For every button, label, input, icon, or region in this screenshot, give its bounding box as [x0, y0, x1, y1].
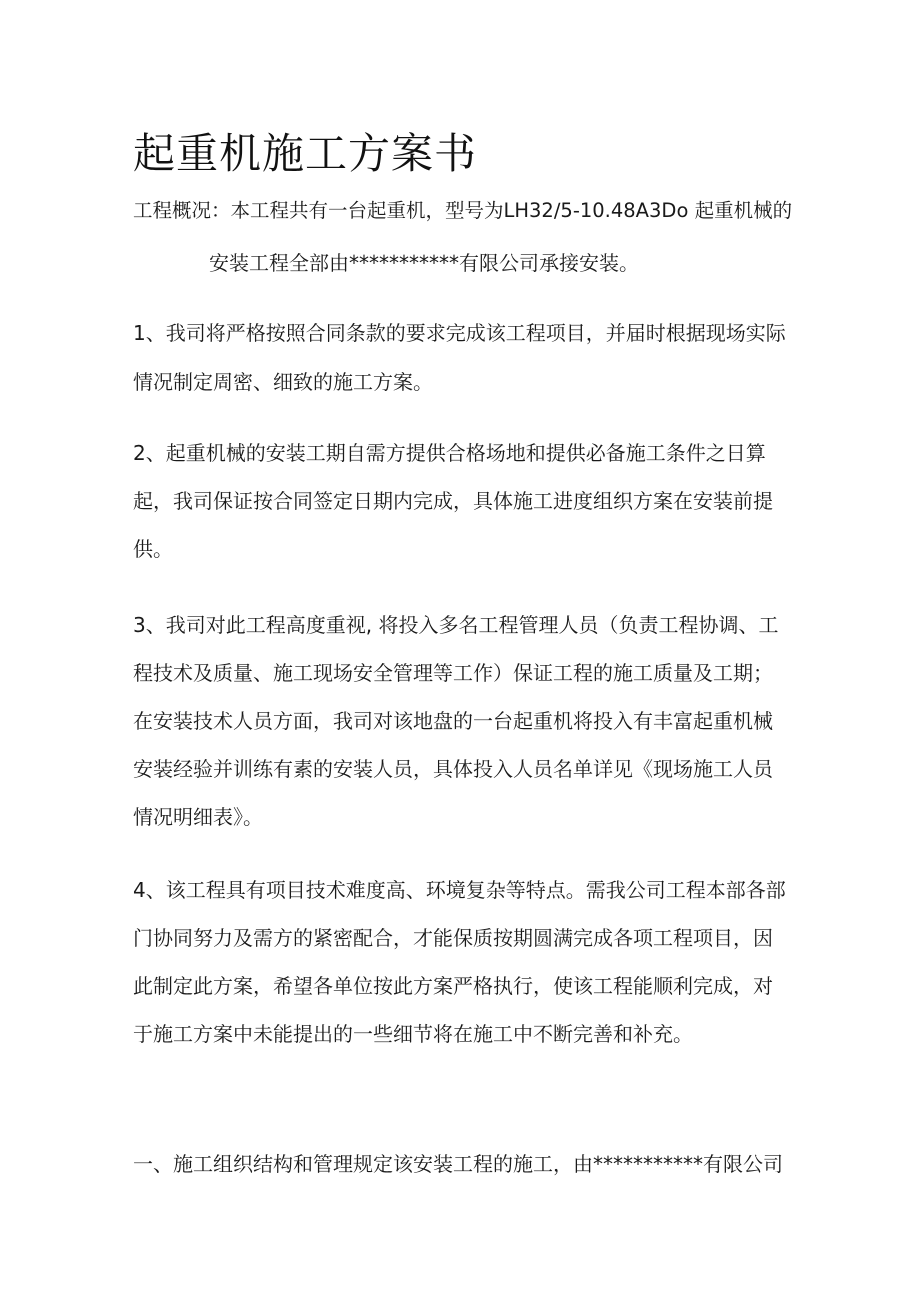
paragraph-3-line-4: 安装经验并训练有素的安装人员，具体投入人员名单详见《现场施工人员: [133, 757, 773, 781]
overview-line-1: 工程概况：本工程共有一台起重机，型号为LH32∕5-10.48A3Do 起重机械的: [133, 199, 793, 222]
overview-line-2: 安装工程全部由***********有限公司承接安装。: [209, 251, 639, 275]
paragraph-2-line-2: 起，我司保证按合同签定日期内完成，具体施工进度组织方案在安装前提: [133, 489, 773, 513]
document-title: 起重机施工方案书: [133, 129, 478, 178]
paragraph-3-line-1: 3、我司对此工程高度重视, 将投入多名工程管理人员（负责工程协调、工: [133, 613, 779, 637]
paragraph-3-line-2: 程技术及质量、施工现场安全管理等工作）保证工程的施工质量及工期；: [133, 661, 773, 685]
paragraph-2-line-1: 2、起重机械的安装工期自需方提供合格场地和提供必备施工条件之日算: [133, 441, 766, 465]
paragraph-4-line-3: 此制定此方案，希望各单位按此方案严格执行，使该工程能顺利完成，对: [133, 974, 773, 998]
paragraph-4-line-1: 4、该工程具有项目技术难度高、环境复杂等特点。需我公司工程本部各部: [133, 878, 786, 902]
paragraph-4-line-4: 于施工方案中未能提出的一些细节将在施工中不断完善和补充。: [133, 1022, 693, 1046]
paragraph-3-line-3: 在安装技术人员方面，我司对该地盘的一台起重机将投入有丰富起重机械: [133, 709, 773, 733]
paragraph-4-line-2: 门协同努力及需方的紧密配合，才能保质按期圆满完成各项工程项目，因: [133, 926, 773, 950]
paragraph-2-line-3: 供。: [133, 537, 173, 561]
paragraph-1-line-2: 情况制定周密、细致的施工方案。: [133, 370, 433, 394]
paragraph-1-line-1: 1、我司将严格按照合同条款的要求完成该工程项目，并届时根据现场实际: [133, 321, 786, 345]
section-1-line-1: 一、施工组织结构和管理规定该安装工程的施工，由***********有限公司: [133, 1152, 783, 1176]
paragraph-3-line-5: 情况明细表》。: [133, 805, 263, 829]
